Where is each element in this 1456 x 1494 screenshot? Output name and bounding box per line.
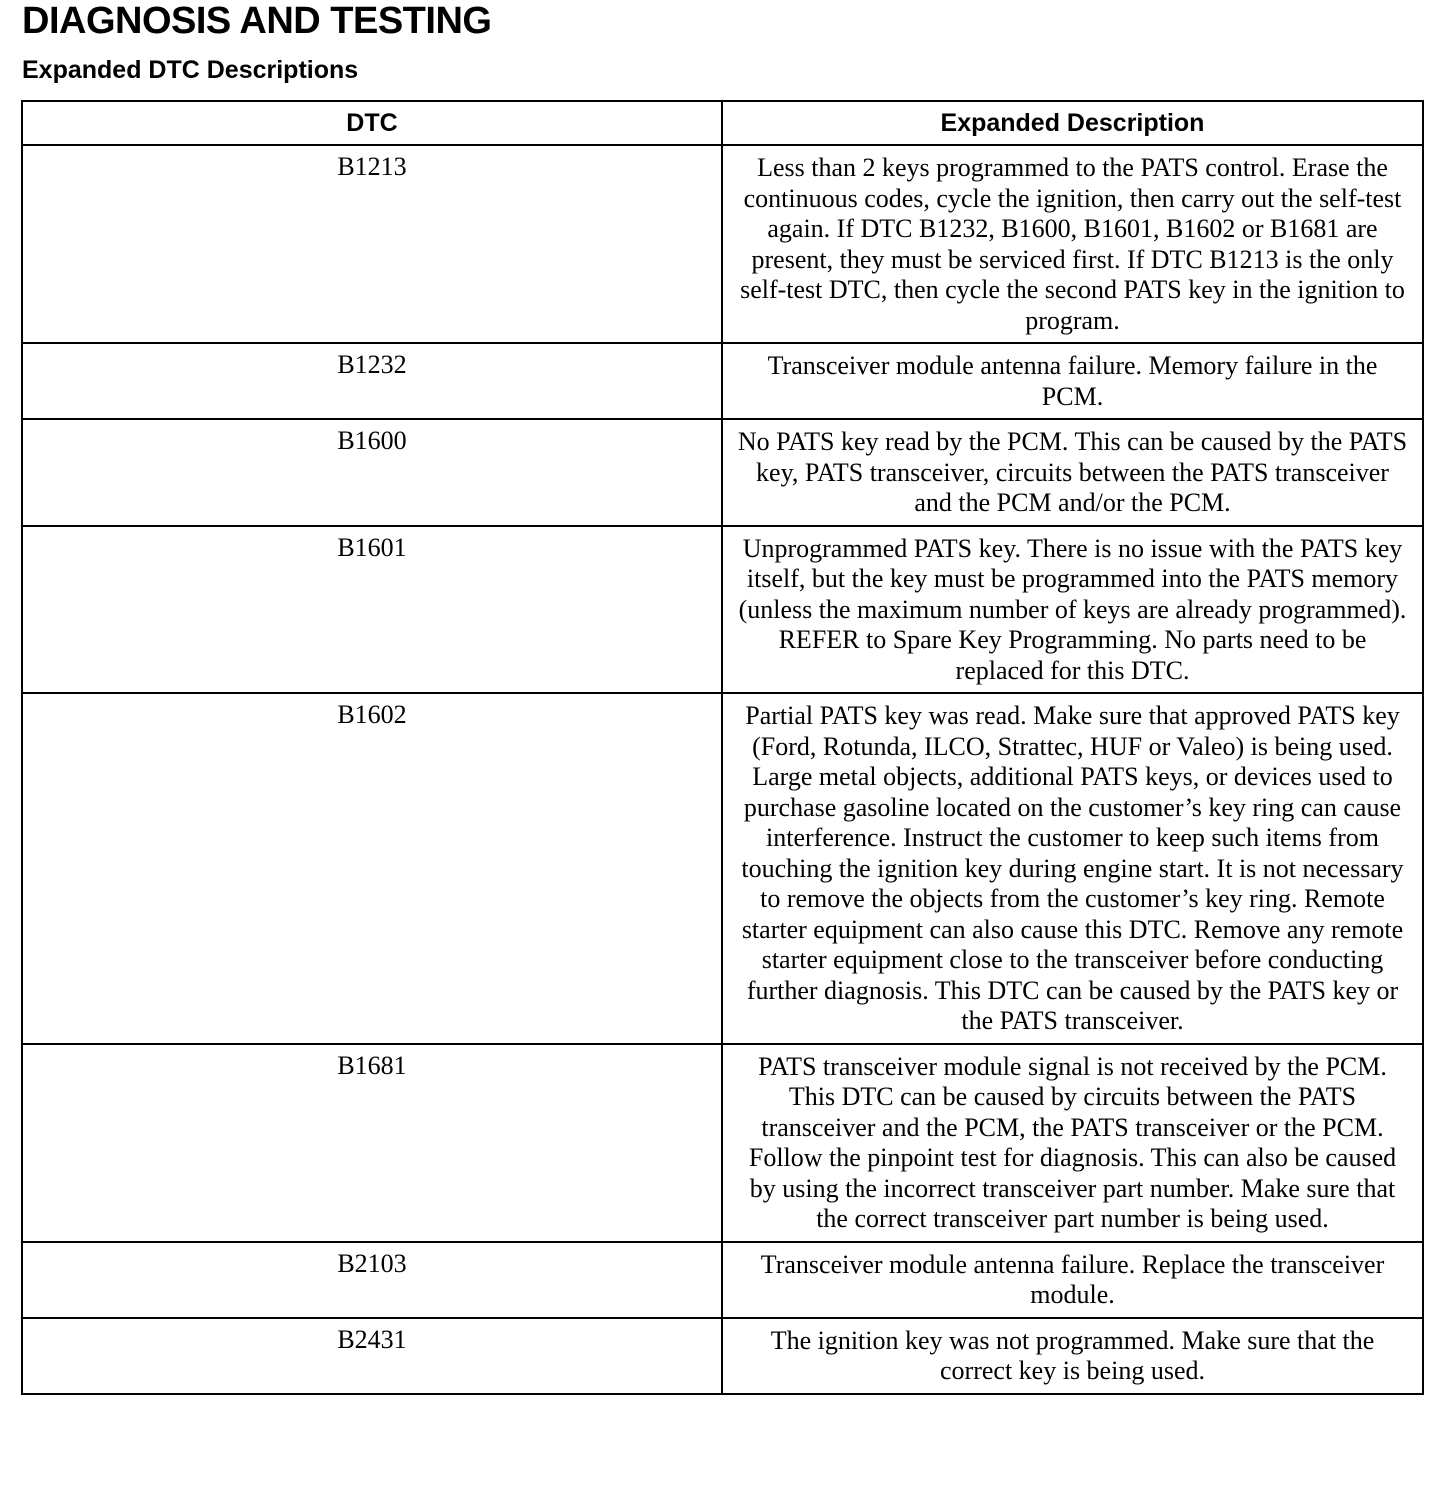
column-header-description: Expanded Description <box>722 101 1423 145</box>
dtc-code: B2103 <box>22 1242 722 1318</box>
dtc-description: Partial PATS key was read. Make sure that approved PATS key (Ford, Rotunda, ILCO, Strattec, HUF or Valeo) is being used. Large metal objects, additional PATS keys, or devices used to purchase gasoline located on the customer’s key ring can cause interference. Instruct the customer to keep such items from touching the ignition key during engine start. It is not necessary to remove the objects from the customer’s key ring. Remote starter equipment can also cause this DTC. Remove any remote starter equipment close to the transceiver before conducting further diagnosis. This DTC can be caused by the PATS key or the PATS transceiver. <box>722 693 1423 1044</box>
table-row <box>22 1242 1423 1318</box>
dtc-description: Transceiver module antenna failure. Memory failure in the PCM. <box>722 343 1423 419</box>
dtc-code: B1213 <box>22 145 722 343</box>
dtc-code: B1602 <box>22 693 722 1044</box>
dtc-code: B1600 <box>22 419 722 526</box>
dtc-description: Transceiver module antenna failure. Replace the transceiver module. <box>722 1242 1423 1318</box>
dtc-description: The ignition key was not programmed. Make sure that the correct key is being used. <box>722 1318 1423 1394</box>
dtc-code: B1681 <box>22 1044 722 1242</box>
table-row <box>22 145 1423 343</box>
table-row <box>22 526 1423 694</box>
dtc-table <box>21 100 1424 1395</box>
dtc-description: Less than 2 keys programmed to the PATS control. Erase the continuous codes, cycle the ignition, then carry out the self-test again. If DTC B1232, B1600, B1601, B1602 or B1681 are present, they must be serviced first. If DTC B1213 is the only self-test DTC, then cycle the second PATS key in the ignition to program. <box>722 145 1423 343</box>
column-header-dtc: DTC <box>22 101 722 145</box>
table-row <box>22 1318 1423 1394</box>
dtc-description: No PATS key read by the PCM. This can be caused by the PATS key, PATS transceiver, circuits between the PATS transceiver and the PCM and/or the PCM. <box>722 419 1423 526</box>
dtc-description: Unprogrammed PATS key. There is no issue with the PATS key itself, but the key must be programmed into the PATS memory (unless the maximum number of keys are already programmed). REFER to Spare Key Programming. No parts need to be replaced for this DTC. <box>722 526 1423 694</box>
dtc-code: B2431 <box>22 1318 722 1394</box>
table-row <box>22 343 1423 419</box>
table-row <box>22 419 1423 526</box>
page-title: DIAGNOSIS AND TESTING <box>22 0 492 42</box>
table-row <box>22 693 1423 1044</box>
table-row <box>22 1044 1423 1242</box>
dtc-description: PATS transceiver module signal is not received by the PCM. This DTC can be caused by circuits between the PATS transceiver and the PCM, the PATS transceiver or the PCM. Follow the pinpoint test for diagnosis. This can also be caused by using the incorrect transceiver part number. Make sure that the correct transceiver part number is being used. <box>722 1044 1423 1242</box>
dtc-code: B1601 <box>22 526 722 694</box>
section-title: Expanded DTC Descriptions <box>22 56 359 84</box>
table-header-row <box>22 101 1423 145</box>
dtc-code: B1232 <box>22 343 722 419</box>
